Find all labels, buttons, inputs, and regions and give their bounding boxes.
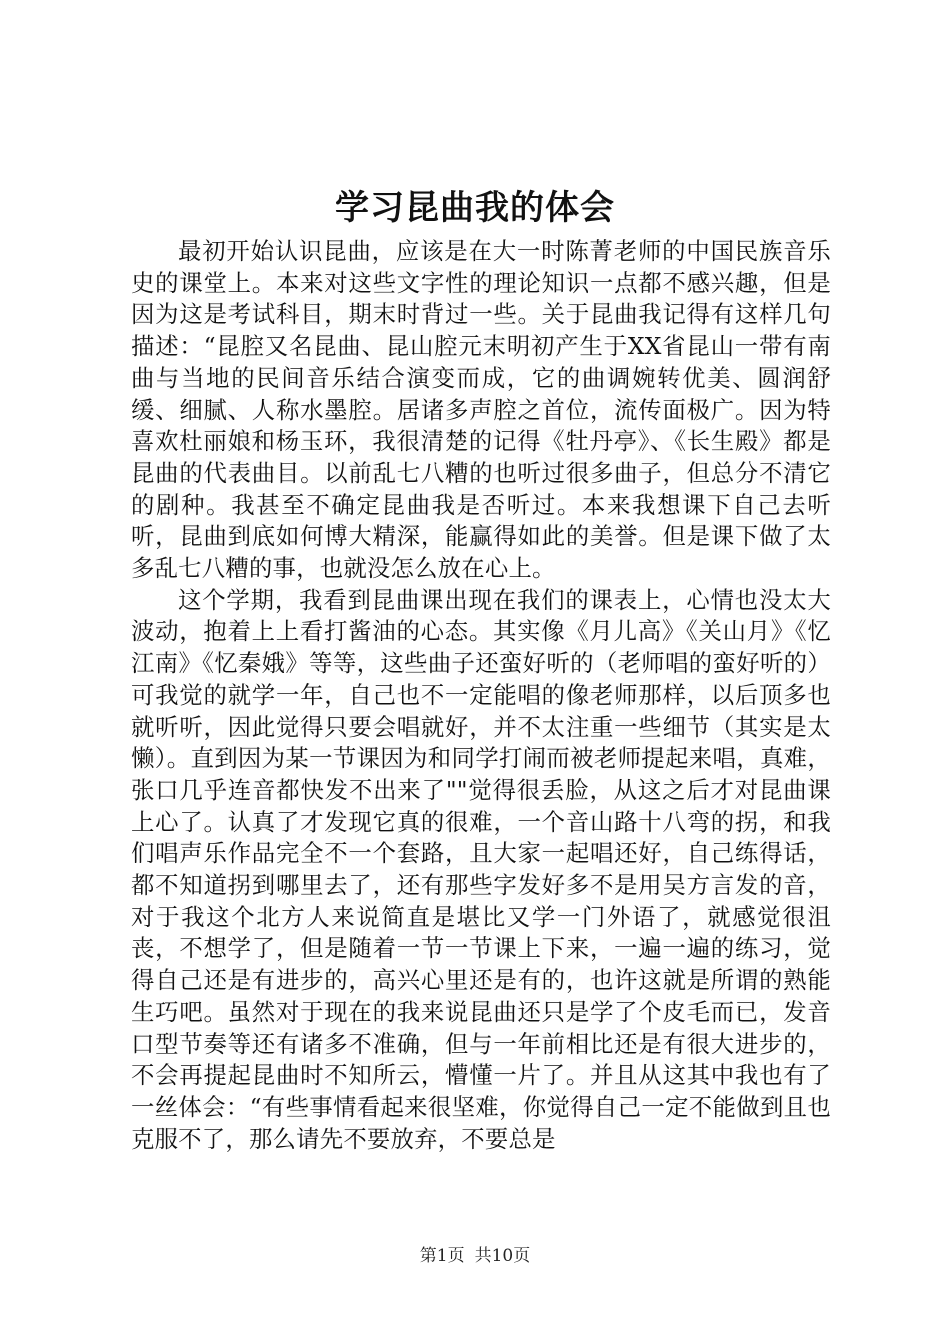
paragraph-2: 这个学期，我看到昆曲课出现在我们的课表上，心情也没太大波动，抱着上上看打酱油的心态。其实像《月儿高》《关山月》《忆江南》《忆秦娥》等等，这些曲子还蛮好听的（老师唱的蛮好听的）可我觉的就学一年，自己也不一定能唱的像老师那样，以后顶多也就听听，因此觉得只要会唱就好，并不太注重一些细节（其实是太懒）。直到因为某一节课因为和同学打闹而被老师提起来唱，真难，张口几乎连音都快发不出来了""觉得很丢脸，从这之后才对昆曲课上心了。认真了才发现它真的很难，一个音山路十八弯的拐，和我们唱声乐作品完全不一个套路，且大家一起唱还好，自己练得话，都不知道拐到哪里去了，还有那些字发好多不是用吴方言发的音，对于我这个北方人来说简直是堪比又学一门外语了，就感觉很沮丧，不想学了，但是随着一节一节课上下来，一遍一遍的练习，觉得自己还是有进步的，高兴心里还是有的，也许这就是所谓的熟能生巧吧。虽然对于现在的我来说昆曲还只是学了个皮毛而已，发音口型节奏等还有诸多不准确，但与一年前相比还是有很大进步的，不会再提起昆曲时不知所云，懵懂一片了。并且从这其中我也有了一丝体会：“有些事情看起来很坚难，你觉得自己一定不能做到且也克服不了，那么请先不要放弃，不要总是 [131,585,831,1153]
document-title: 学习昆曲我的体会 [335,188,615,228]
paragraph-1: 最初开始认识昆曲，应该是在大一时陈菁老师的中国民族音乐史的课堂上。本来对这些文字性的理论知识一点都不感兴趣，但是因为这是考试科目，期末时背过一些。关于昆曲我记得有这样几句描述：“昆腔又名昆曲、昆山腔元末明初产生于XX省昆山一带有南曲与当地的民间音乐结合演变而成，它的曲调婉转优美、圆润舒缓、细腻、人称水墨腔。居诸多声腔之首位，流传面极广。因为特喜欢杜丽娘和杨玉环，我很清楚的记得《牡丹亭》、《长生殿》都是昆曲的代表曲目。以前乱七八糟的也听过很多曲子，但总分不清它的剧种。我甚至不确定昆曲我是否听过。本来我想课下自己去听听，昆曲到底如何博大精深，能赢得如此的美誉。但是课下做了太多乱七八糟的事，也就没怎么放在心上。 [131,237,831,583]
page-footer [0,1244,950,1268]
page-total: 共10页 [474,1246,531,1266]
page-number: 第1页 [419,1246,465,1266]
document-body [131,236,831,1155]
